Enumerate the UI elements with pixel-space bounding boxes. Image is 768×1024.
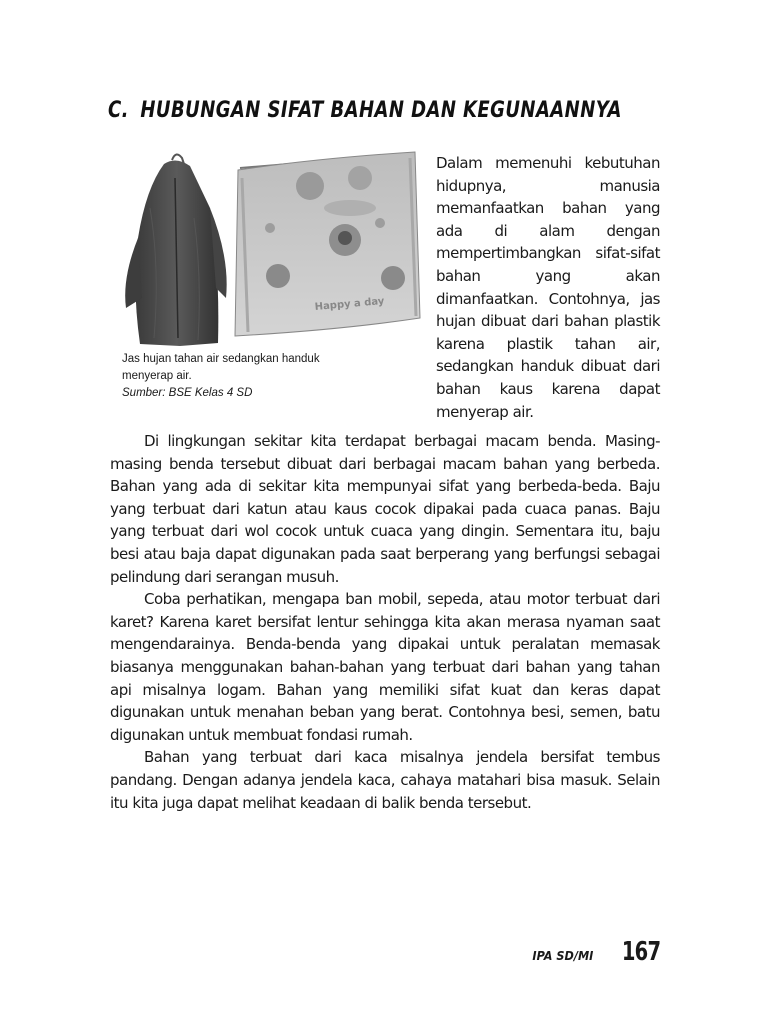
section-heading bbox=[108, 98, 622, 123]
page-number: 167 bbox=[621, 937, 660, 967]
section-letter: C. bbox=[108, 98, 129, 123]
towel-image bbox=[235, 152, 420, 336]
figure-raincoat-towel bbox=[120, 148, 425, 358]
paragraph-3: Bahan yang terbuat dari kaca misalnya jendela bersifat tembus pandang. Dengan adanya jendela kaca, cahaya matahari bisa masuk. Selain itu kita juga dapat melihat keadaan di balik benda tersebut. bbox=[110, 748, 660, 812]
paragraph-2: Coba perhatikan, mengapa ban mobil, sepeda, atau motor terbuat dari karet? Karena karet bersifat lentur sehingga kita akan merasa nyaman saat mengendarainya. Benda-benda yang dipakai untuk peralatan memasak biasanya menggunakan bahan-bahan yang terbuat dari bahan yang tahan api misalnya logam. Bahan yang memiliki sifat kuat dan keras dapat digunakan untuk menahan beban yang berat. Contohnya besi, semen, batu digunakan untuk membuat fondasi rumah. bbox=[110, 590, 660, 744]
paragraph-1: Di lingkungan sekitar kita terdapat berbagai macam benda. Masing-masing benda tersebut dibuat dari berbagai macam bahan yang berbeda. Bahan yang ada di sekitar kita mempunyai sifat yang berbeda-beda. Baju yang terbuat dari katun atau kaus cocok dipakai pada cuaca panas. Baju yang terbuat dari wol cocok untuk cuaca yang dingin. Sementara itu, baju besi atau baja dapat digunakan pada saat berperang yang berfungsi sebagai pelindung dari serangan musuh. bbox=[110, 432, 660, 586]
footer-subject: IPA SD/MI bbox=[532, 948, 594, 963]
caption-line-1: Jas hujan tahan air sedangkan handuk bbox=[122, 353, 320, 365]
caption-line-2: menyerap air. bbox=[122, 370, 192, 382]
body-text bbox=[110, 430, 660, 814]
towel-print-text: Happy a day bbox=[314, 295, 385, 313]
section-title: HUBUNGAN SIFAT BAHAN DAN KEGUNAANNYA bbox=[140, 98, 622, 123]
intro-paragraph: Dalam memenuhi kebutuhan hidupnya, manusia memanfaatkan bahan yang ada di alam dengan mempertimbangkan sifat-sifat bahan yang akan dimanfaatkan. Contohnya, jas hujan dibuat dari bahan plastik karena plastik tahan air, sedangkan handuk dibuat dari bahan kaus karena dapat menyerap air. bbox=[436, 154, 660, 421]
caption-source: Sumber: BSE Kelas 4 SD bbox=[122, 387, 253, 399]
raincoat-image bbox=[125, 154, 226, 346]
raincoat-towel-photo bbox=[120, 148, 425, 353]
page-footer bbox=[529, 937, 660, 967]
figure-caption bbox=[122, 351, 422, 402]
